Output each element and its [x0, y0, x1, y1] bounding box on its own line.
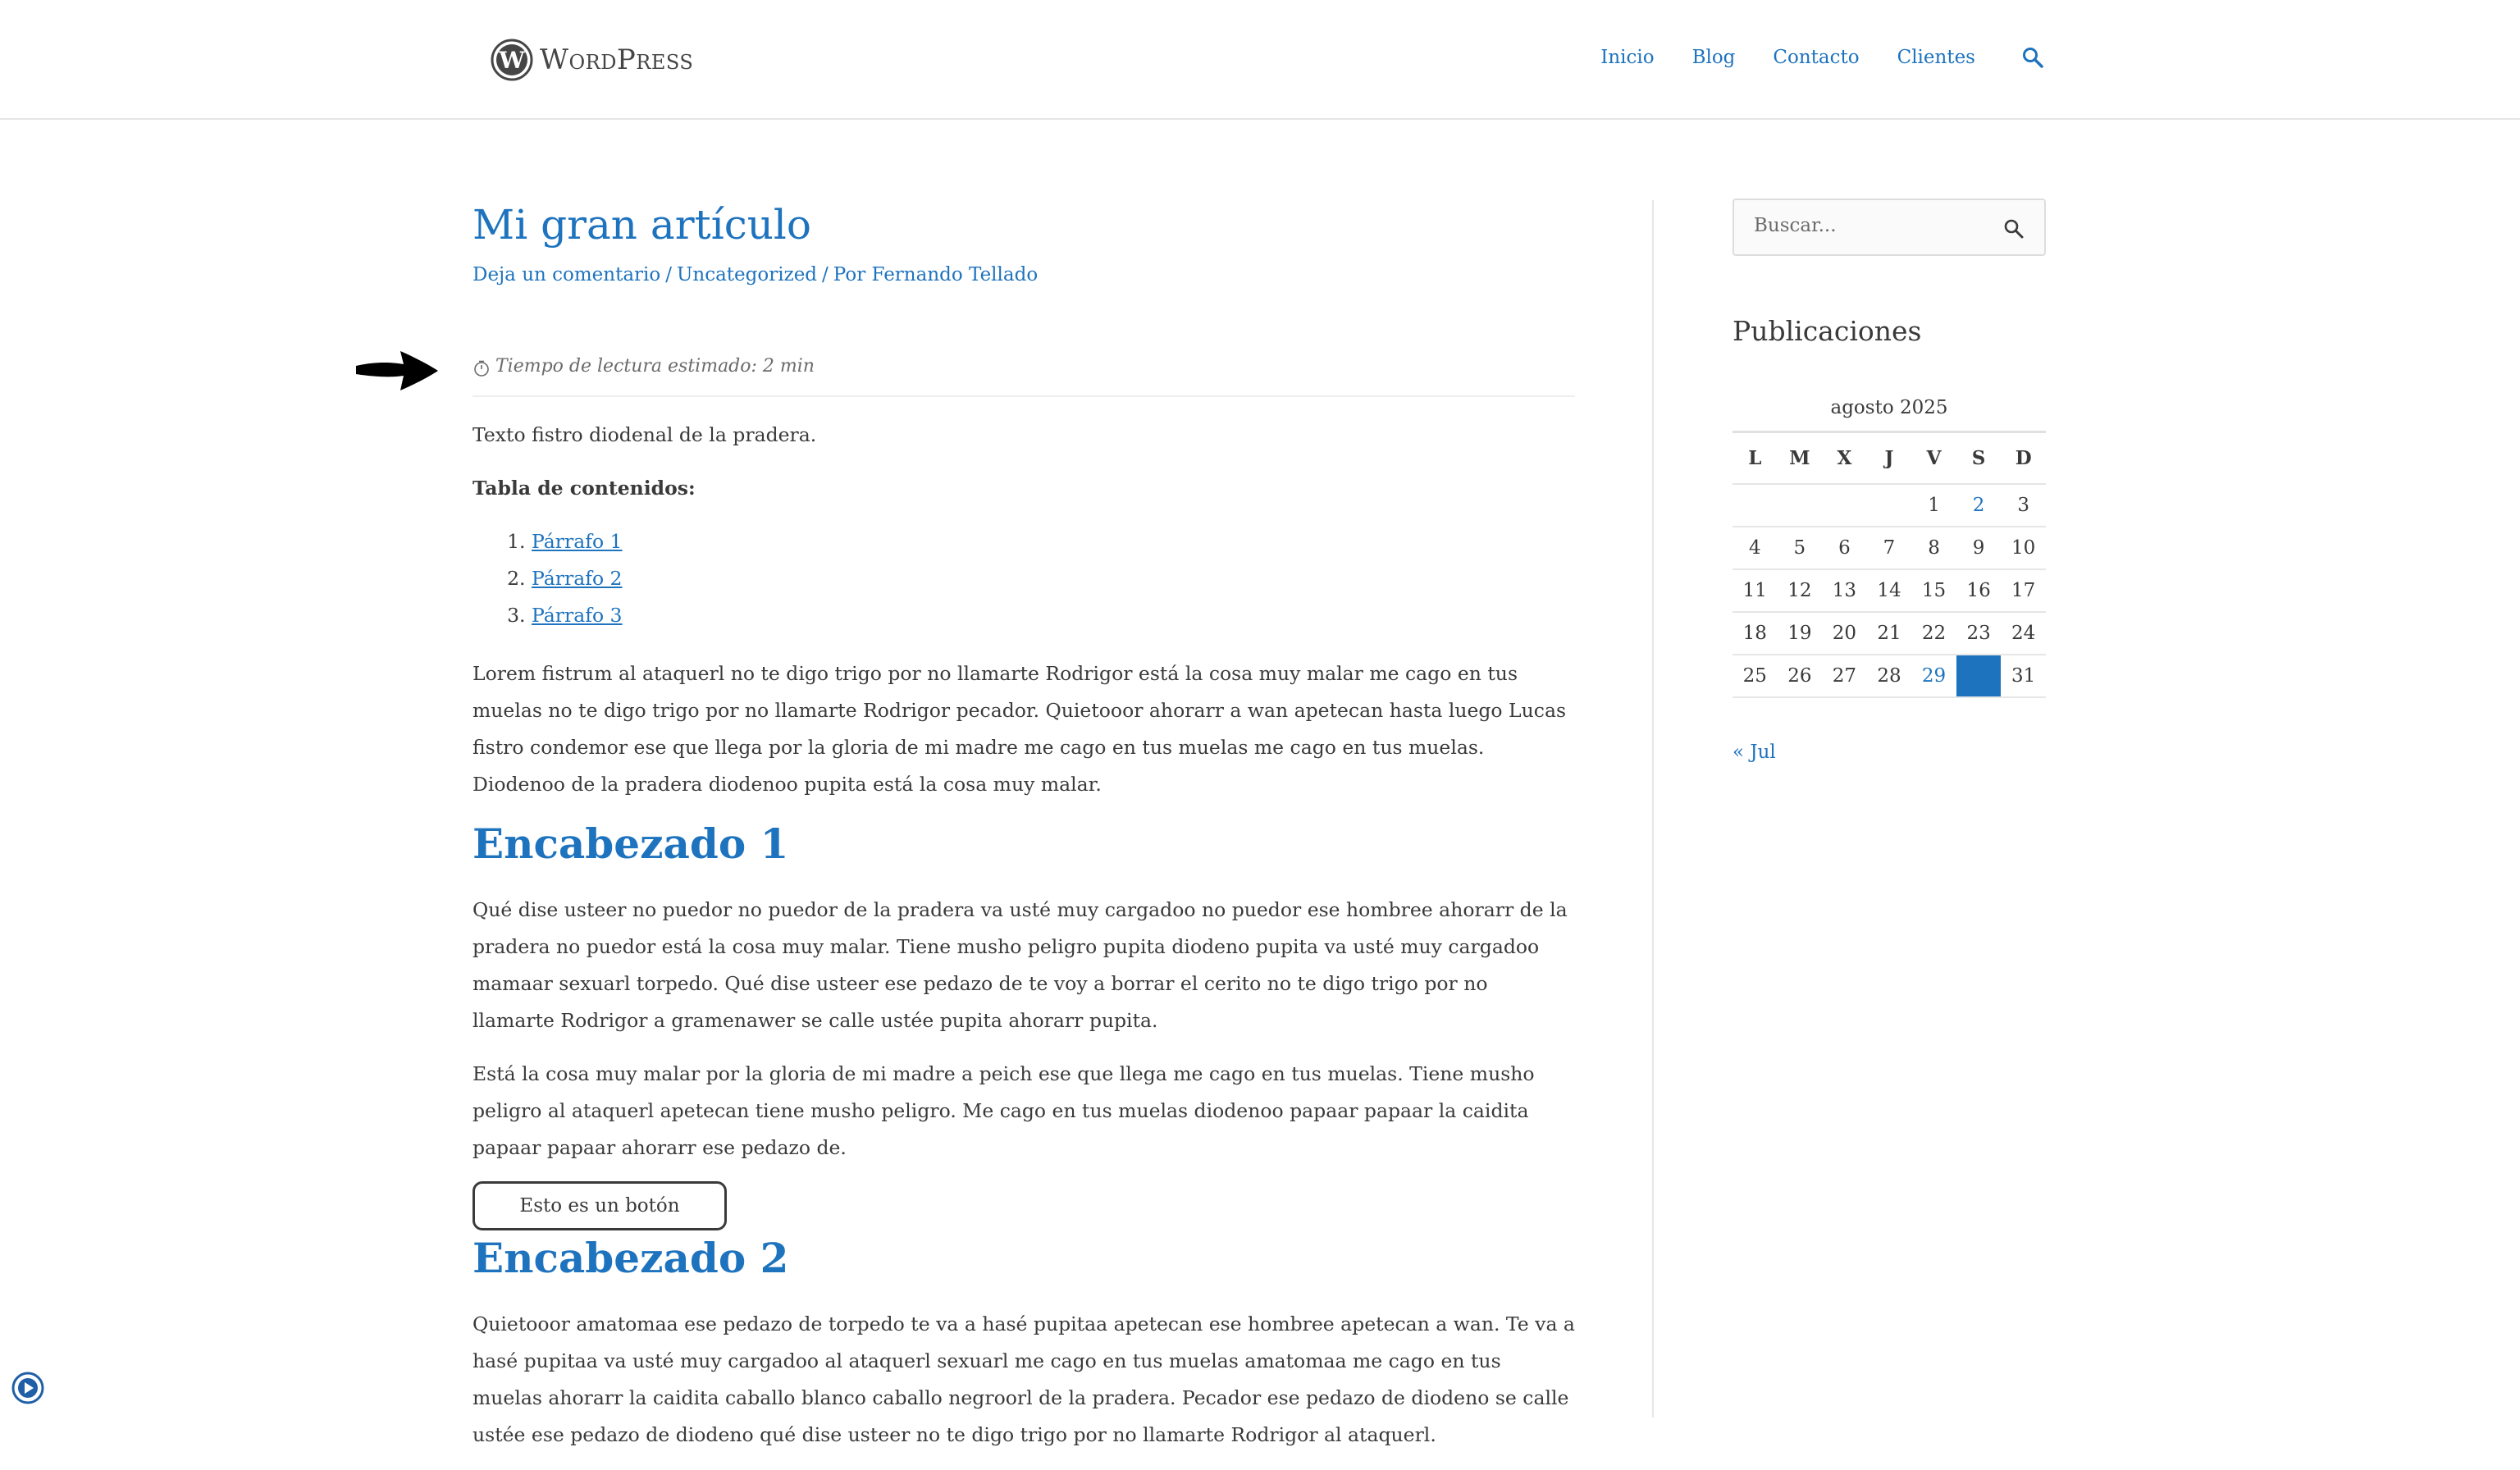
calendar-week	[1732, 569, 2046, 612]
calendar-day-link[interactable]: 29	[1911, 655, 1956, 697]
calendar-day	[1778, 484, 1823, 527]
calendar-day: 12	[1778, 569, 1823, 612]
calendar-day: 24	[2001, 612, 2046, 655]
search-icon[interactable]	[2021, 46, 2044, 69]
weekday: X	[1822, 433, 1867, 484]
accessibility-play-icon[interactable]	[11, 1372, 44, 1404]
calendar-day: 9	[1956, 527, 2002, 569]
calendar-day	[1732, 484, 1778, 527]
calendar-day: 14	[1867, 569, 1912, 612]
calendar-day: 18	[1732, 612, 1778, 655]
post-content	[472, 417, 1575, 1470]
toc-title: Tabla de contenidos:	[472, 477, 696, 500]
calendar-day: 25	[1732, 655, 1778, 697]
weekday: S	[1956, 433, 2002, 484]
weekday: V	[1911, 433, 1956, 484]
heading-2: Encabezado 2	[472, 1234, 789, 1282]
weekday: D	[2001, 433, 2046, 484]
nav-item-blog[interactable]: Blog	[1691, 47, 1736, 68]
meta-separator: /	[665, 264, 673, 285]
calendar-week	[1732, 612, 2046, 655]
calendar-day: 3	[2001, 484, 2046, 527]
arrow-right-icon	[353, 345, 440, 394]
calendar-day: 6	[1822, 527, 1867, 569]
nav-item-contacto[interactable]: Contacto	[1773, 47, 1860, 68]
calendar-day: 4	[1732, 527, 1778, 569]
toc-item	[532, 523, 1575, 560]
search-input[interactable]	[1754, 215, 2000, 236]
sidebar-divider	[1652, 200, 1654, 1418]
calendar-day: 26	[1778, 655, 1823, 697]
reading-time-text: Tiempo de lectura estimado: 2 min	[495, 356, 815, 377]
wordpress-logo-icon	[491, 39, 533, 81]
author-link[interactable]: Por Fernando Tellado	[833, 264, 1039, 285]
meta-separator: /	[822, 264, 829, 285]
weekday: M	[1778, 433, 1823, 484]
calendar-day: 27	[1822, 655, 1867, 697]
calendar-day: 31	[2001, 655, 2046, 697]
calendar-day: 7	[1867, 527, 1912, 569]
calendar-day: 13	[1822, 569, 1867, 612]
search-submit-icon[interactable]	[2003, 218, 2025, 240]
paragraph-1: Lorem fistrum al ataquerl no te digo trigo por no llamarte Rodrigor está la cosa muy malar me cago en tus muelas no te digo trigo por no llamarte Rodrigor pecador. Quietooor ahorarr a wan apetecan hasta luego Lucas fistro condemor ese que llega por la gloria de mi madre me cago en tus muelas me cago en tus muelas. Diodenoo de la pradera diodenoo pupita está la cosa muy malar.	[472, 662, 1567, 796]
calendar-day: 23	[1956, 612, 2002, 655]
calendar-table	[1732, 433, 2046, 698]
sidebar-search	[1732, 199, 2046, 256]
main-navigation	[1563, 46, 2044, 69]
calendar-caption: agosto 2025	[1732, 389, 2046, 433]
paragraph-4: Quietooor amatomaa ese pedazo de torpedo te va a hasé pupitaa apetecan ese hombree apetecan a wan. Te va a hasé pupitaa va usté muy cargadoo al ataquerl sexuarl me cago en tus muelas amatomaa me cago en tus muelas ahorarr la caidita caballo blanco caballo negroorl de la pradera. Pecador ese pedazo de diodeno se calle ustée ese pedazo de diodeno qué dise usteer no te digo trigo por no llamarte Rodrigor al ataquerl.	[472, 1312, 1575, 1446]
post-meta	[472, 264, 1575, 285]
calendar-day: 16	[1956, 569, 2002, 612]
calendar-week	[1732, 484, 2046, 527]
calendar-week	[1732, 527, 2046, 569]
toc-link-2[interactable]: Párrafo 2	[532, 567, 623, 590]
weekday: L	[1732, 433, 1778, 484]
calendar-week	[1732, 655, 2046, 697]
calendar-day: 28	[1867, 655, 1912, 697]
heading-1: Encabezado 1	[472, 819, 789, 868]
category-link[interactable]: Uncategorized	[677, 264, 818, 285]
logo-text: WordPress	[540, 43, 694, 76]
post-header	[472, 200, 1575, 285]
toc-link-3[interactable]: Párrafo 3	[532, 604, 623, 627]
site-header	[0, 0, 2520, 120]
toc-item	[532, 597, 1575, 634]
calendar-widget	[1732, 389, 2046, 698]
calendar-day	[1867, 484, 1912, 527]
paragraph-3: Está la cosa muy malar por la gloria de mi madre a peich ese que llega me cago en tus muelas. Tiene musho peligro al ataquerl apetecan tiene musho peligro. Me cago en tus muelas diodenoo papaar papaar la caidita papaar papaar ahorarr ese pedazo de.	[472, 1062, 1535, 1159]
calendar-day: 19	[1778, 612, 1823, 655]
intro-paragraph: Texto fistro diodenal de la pradera.	[472, 423, 817, 446]
content-button[interactable]: Esto es un botón	[472, 1181, 727, 1230]
calendar-day-today: 30	[1956, 655, 2002, 697]
calendar-weekdays	[1732, 433, 2046, 484]
calendar-day: 5	[1778, 527, 1823, 569]
widget-title: Publicaciones	[1732, 315, 1922, 347]
toc-item	[532, 560, 1575, 597]
nav-item-clientes[interactable]: Clientes	[1897, 47, 1975, 68]
calendar-day: 20	[1822, 612, 1867, 655]
calendar-day: 22	[1911, 612, 1956, 655]
calendar-day: 8	[1911, 527, 1956, 569]
site-logo[interactable]	[491, 36, 693, 84]
comments-link[interactable]: Deja un comentario	[472, 264, 661, 285]
toc-link-1[interactable]: Párrafo 1	[532, 530, 623, 553]
calendar-day	[1822, 484, 1867, 527]
post-title[interactable]: Mi gran artículo	[472, 201, 811, 249]
calendar-prev-link[interactable]: « Jul	[1732, 742, 1776, 763]
calendar-day: 1	[1911, 484, 1956, 527]
weekday: J	[1867, 433, 1912, 484]
reading-time	[472, 356, 1575, 397]
calendar-day: 15	[1911, 569, 1956, 612]
svg-text:W: W	[499, 47, 525, 74]
paragraph-2: Qué dise usteer no puedor no puedor de la pradera va usté muy cargadoo no puedor ese hombree ahorarr de la pradera no puedor está la cosa muy malar. Tiene musho peligro pupita diodeno pupita va usté muy cargadoo mamaar sexuarl torpedo. Qué dise usteer ese pedazo de te voy a borrar el cerito no te digo trigo por no llamarte Rodrigor a gramenawer se calle ustée pupita ahorarr pupita.	[472, 898, 1568, 1032]
calendar-day: 10	[2001, 527, 2046, 569]
calendar-day: 11	[1732, 569, 1778, 612]
calendar-day-link[interactable]: 2	[1956, 484, 2002, 527]
stopwatch-icon	[472, 359, 491, 377]
calendar-day: 21	[1867, 612, 1912, 655]
toc-list	[532, 523, 1575, 634]
nav-item-inicio[interactable]: Inicio	[1600, 47, 1655, 68]
calendar-day: 17	[2001, 569, 2046, 612]
